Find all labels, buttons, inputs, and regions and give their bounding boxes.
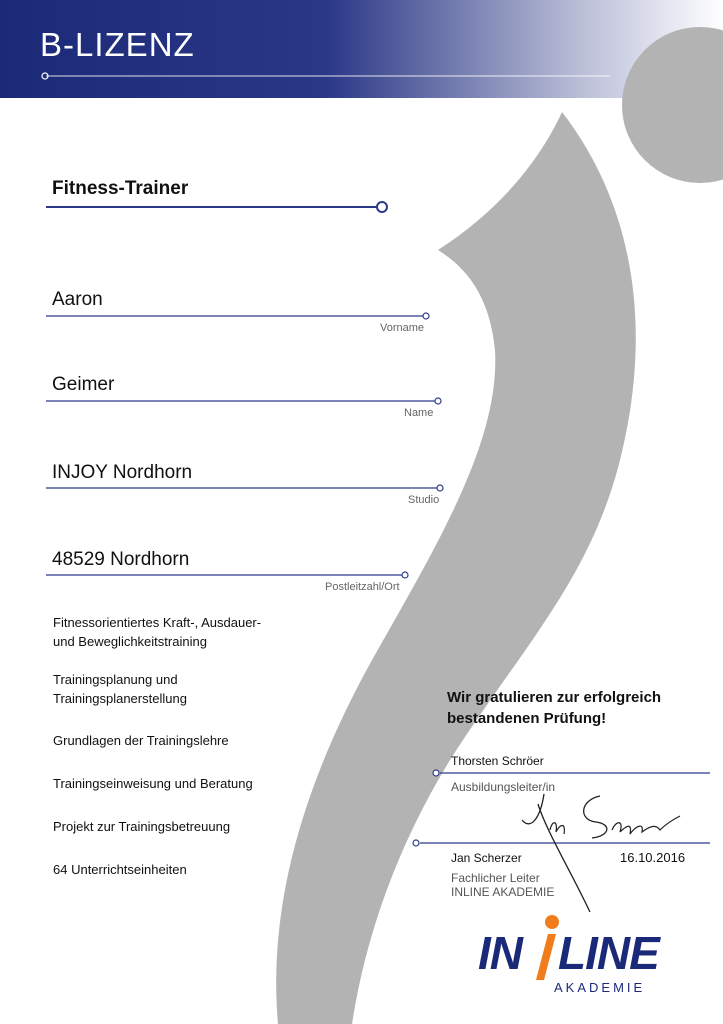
signatory-2-role-line1: Fachlicher Leiter	[451, 871, 540, 885]
postal-city-label: Postleitzahl/Ort	[325, 581, 400, 593]
postal-city-value: 48529 Nordhorn	[52, 549, 190, 570]
signatory-2-role-line2: INLINE AKADEMIE	[451, 885, 555, 899]
header	[0, 0, 723, 98]
inline-akademie-logo	[478, 912, 678, 1002]
congratulation-text: Wir gratulieren zur erfolgreich bestandenen Prüfung!	[447, 689, 662, 727]
logo-word-right: LINE	[558, 927, 659, 979]
header-title: B-LIZENZ	[40, 26, 195, 63]
logo-subtitle: AKADEMIE	[554, 980, 646, 995]
first-name-label: Vorname	[380, 322, 425, 334]
signatory-1-name: Thorsten Schröer	[451, 754, 544, 768]
first-name-value: Aaron	[52, 289, 103, 310]
certificate-date: 16.10.2016	[620, 850, 686, 865]
studio-value: INJOY Nordhorn	[52, 462, 193, 483]
signatory-2-name: Jan Scherzer	[451, 851, 522, 865]
module-item: Trainingsplanung und Trainingsplanerstellung	[53, 672, 187, 706]
studio-label: Studio	[408, 494, 440, 506]
logo-word-left: IN	[478, 927, 522, 979]
last-name-label: Name	[404, 407, 434, 419]
last-name-value: Geimer	[52, 374, 115, 395]
module-item: Projekt zur Trainingsbetreuung	[53, 819, 231, 834]
module-item: Trainingseinweisung und Beratung	[53, 776, 253, 791]
signatory-1-role: Ausbildungsleiter/in	[451, 780, 556, 794]
certificate-title: Fitness-Trainer	[52, 178, 189, 199]
module-item: Fitnessorientiertes Kraft-, Ausdauer- und Beweglichkeitstraining	[53, 615, 262, 649]
module-item: 64 Unterrichtseinheiten	[53, 862, 187, 877]
module-item: Grundlagen der Trainingslehre	[53, 733, 229, 748]
